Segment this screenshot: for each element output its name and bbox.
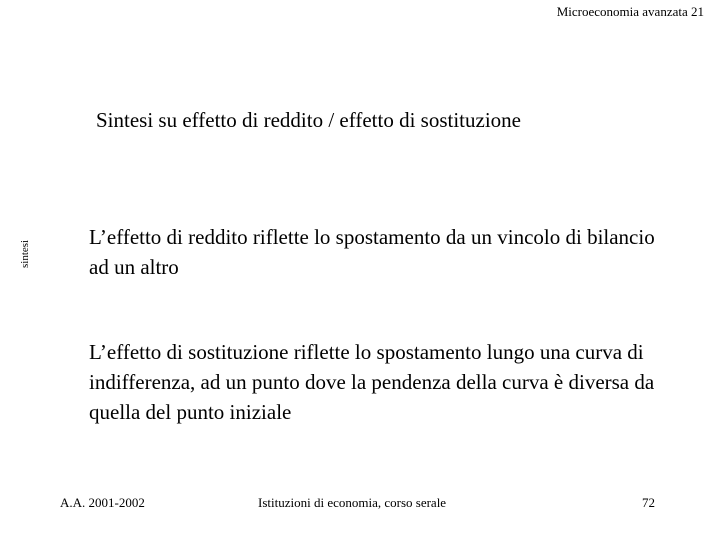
footer-course-name: Istituzioni di economia, corso serale	[258, 495, 447, 510]
paragraph-income-effect: L’effetto di reddito riflette lo spostamento da un vincolo di bilancio ad un altro	[89, 225, 655, 279]
slide-title: Sintesi su effetto di reddito / effetto di sostituzione	[96, 108, 521, 132]
side-section-label: sintesi	[19, 239, 31, 268]
footer-page-number: 72	[642, 495, 655, 510]
header-course-label: Microeconomia avanzata 21	[556, 4, 704, 19]
footer-academic-year: A.A. 2001-2002	[60, 495, 145, 510]
paragraph-substitution-effect: L’effetto di sostituzione riflette lo spostamento lungo una curva di indifferenza, ad un punto dove la pendenza della curva è diversa da quella del punto iniziale	[89, 340, 655, 424]
